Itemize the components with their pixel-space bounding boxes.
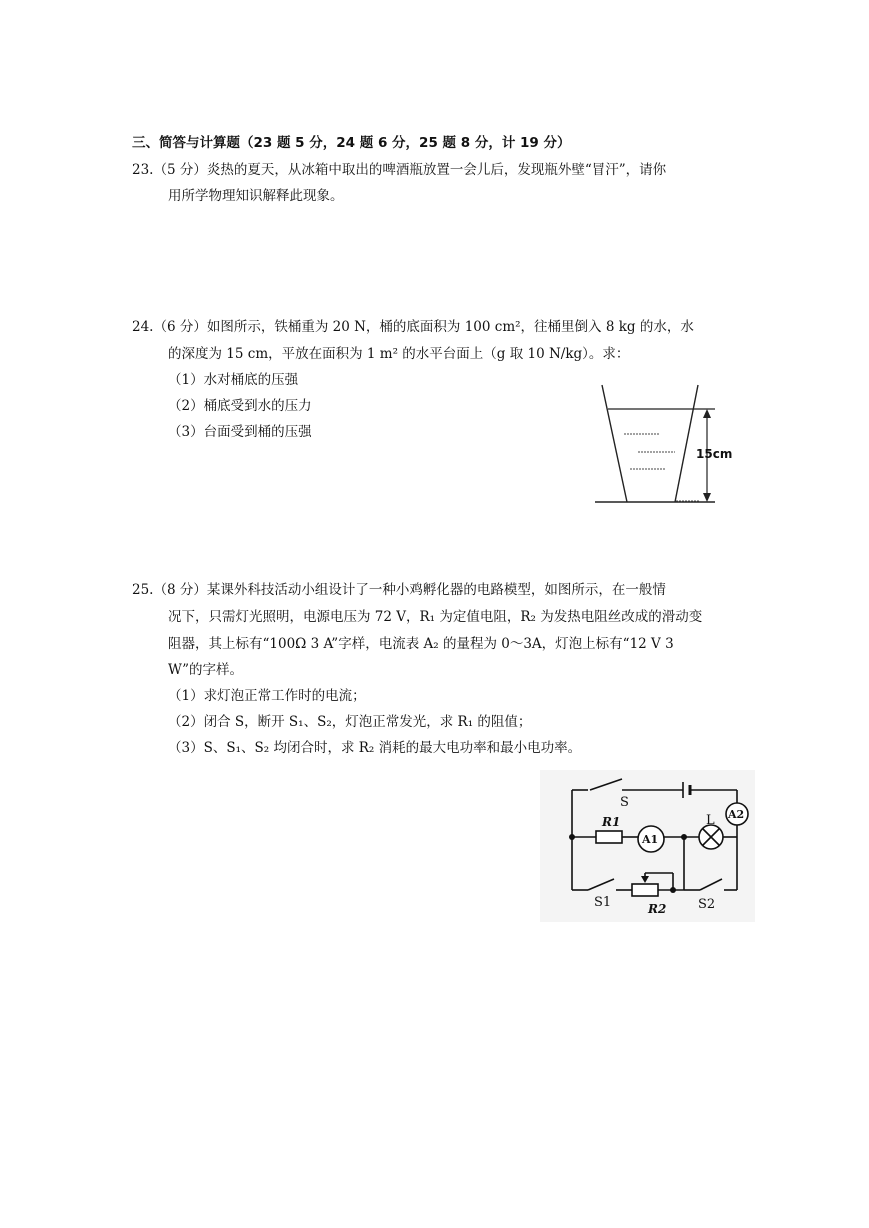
section-heading: 三、简答与计算题（23 题 5 分，24 题 6 分，25 题 8 分，计 19 分） xyxy=(132,135,571,151)
q24-sub2: （2）桶底受到水的压力 xyxy=(168,398,312,414)
a2-label: A2 xyxy=(728,808,745,821)
q24-sub3: （3）台面受到桶的压强 xyxy=(168,424,312,440)
s2-label: S2 xyxy=(698,897,716,912)
q25-sub1: （1）求灯泡正常工作时的电流； xyxy=(168,688,366,704)
q23-line1: 23.（5 分）炎热的夏天，从冰箱中取出的啤酒瓶放置一会儿后，发现瓶外壁“冒汗”，请你 xyxy=(132,162,667,178)
r2-label: R2 xyxy=(648,902,667,916)
depth-label: 15cm xyxy=(696,447,733,461)
q24-sub1: （1）水对桶底的压强 xyxy=(168,372,299,388)
circuit-diagram xyxy=(540,770,755,922)
q23-line2: 用所学物理知识解释此现象。 xyxy=(168,188,344,204)
q25-line3: 阻器，其上标有“100Ω 3 A”字样，电流表 A₂ 的量程为 0～3A，灯泡上标有“12 V 3 xyxy=(168,636,674,652)
q25-line1: 25.（8 分）某课外科技活动小组设计了一种小鸡孵化器的电路模型，如图所示，在一般情 xyxy=(132,582,666,598)
switch-s-label: S xyxy=(620,795,629,810)
q25-sub3: （3）S、S₁、S₂ 均闭合时，求 R₂ 消耗的最大电功率和最小电功率。 xyxy=(168,740,582,756)
q24-line2: 的深度为 15 cm，平放在面积为 1 m² 的水平台面上（g 取 10 N/kg）。求： xyxy=(168,346,630,362)
lamp-label: L xyxy=(706,813,715,828)
r1-label: R1 xyxy=(602,815,621,829)
q25-sub2: （2）闭合 S，断开 S₁、S₂，灯泡正常发光，求 R₁ 的阻值； xyxy=(168,714,532,730)
q24-line1: 24.（6 分）如图所示，铁桶重为 20 N，桶的底面积为 100 cm²，往桶里倒入 8 kg 的水，水 xyxy=(132,319,694,335)
s1-label: S1 xyxy=(594,895,612,910)
q25-line4: W”的字样。 xyxy=(168,662,244,678)
bucket-figure xyxy=(590,380,750,515)
a1-label: A1 xyxy=(642,833,659,846)
q25-line2: 况下，只需灯光照明，电源电压为 72 V，R₁ 为定值电阻，R₂ 为发热电阻丝改成的滑动变 xyxy=(168,609,703,625)
